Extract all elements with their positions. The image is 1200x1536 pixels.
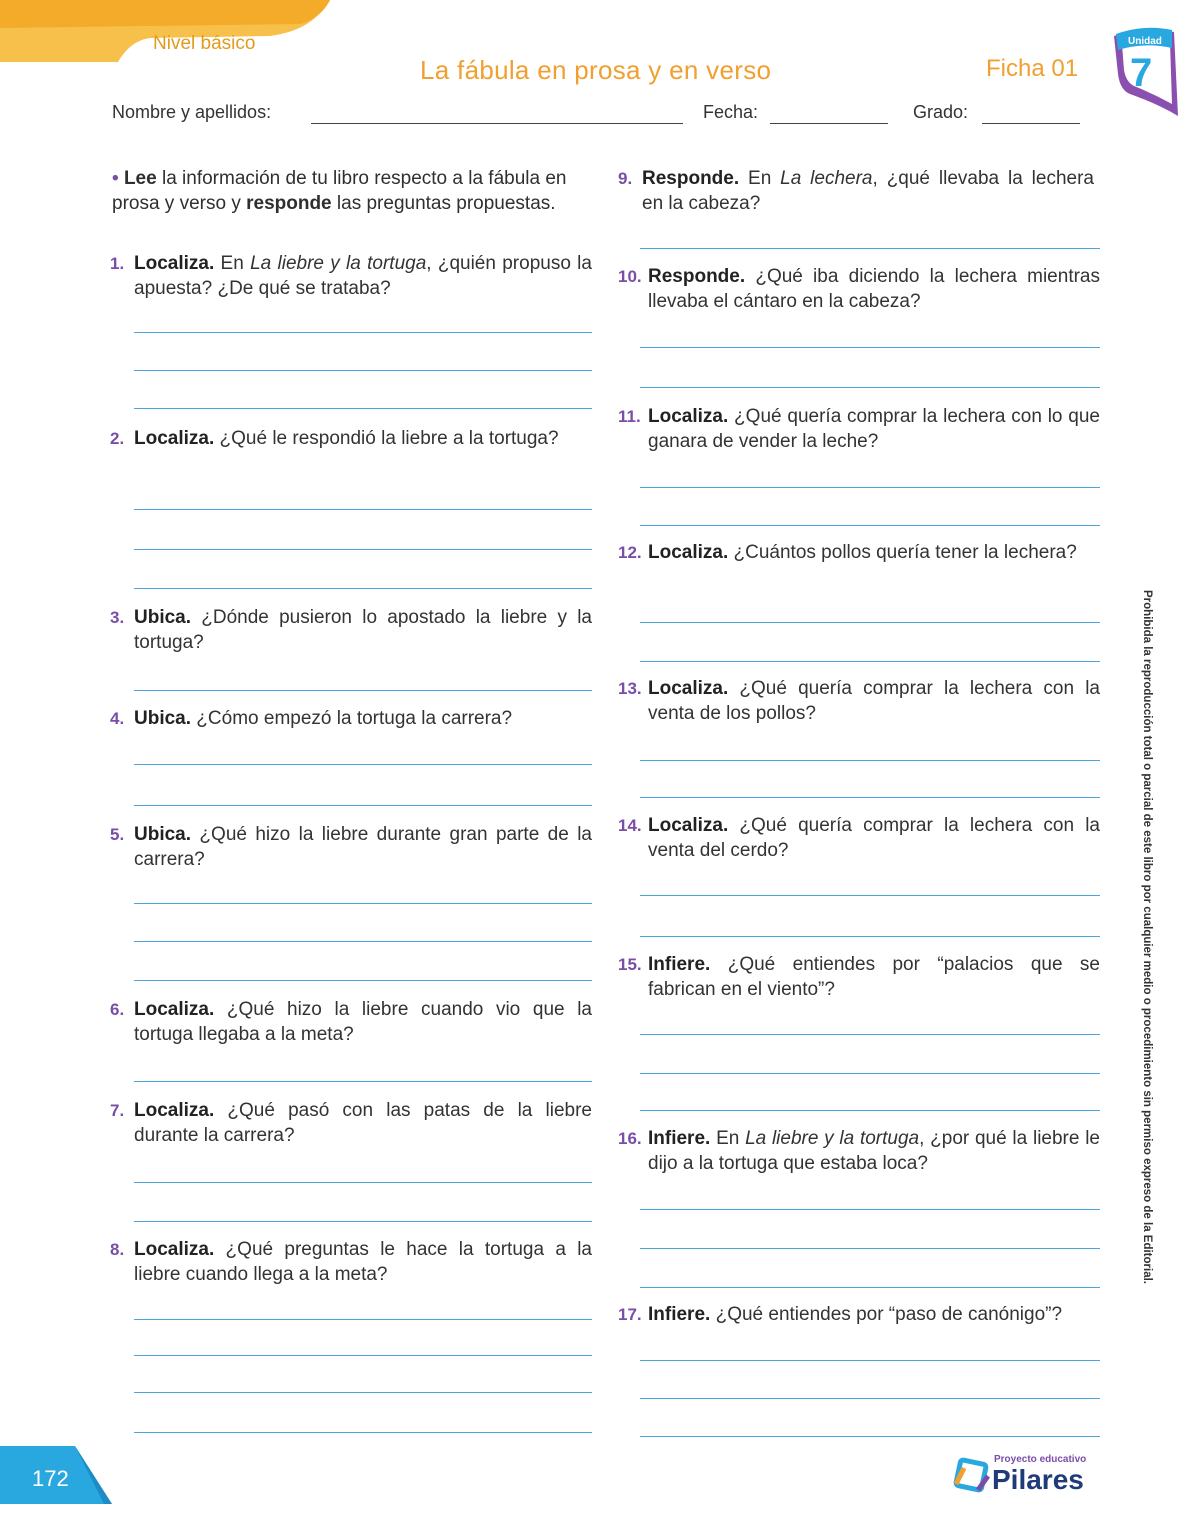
answer-line[interactable] (640, 895, 1100, 896)
grade-label: Grado: (913, 102, 969, 122)
intro-verb-respond: responde (246, 193, 332, 214)
answer-line[interactable] (640, 760, 1100, 761)
question-verb: Ubica. (134, 708, 192, 729)
question-number: 3. (110, 608, 125, 627)
intro-verb-read: Lee (123, 168, 157, 189)
answer-line[interactable] (640, 1073, 1100, 1074)
question-8 (110, 1237, 592, 1287)
answer-line[interactable] (134, 509, 592, 510)
question-verb: Infiere. (648, 954, 711, 975)
answer-line[interactable] (134, 370, 592, 371)
answer-line[interactable] (134, 903, 592, 904)
answer-line[interactable] (134, 1081, 592, 1082)
unit-badge (1108, 24, 1180, 124)
question-text-end: , ¿por qué la liebre le dijo a la tortuga que estaba loca? (648, 1128, 1100, 1174)
answer-line[interactable] (640, 936, 1100, 937)
answer-line[interactable] (640, 1360, 1100, 1361)
question-text: ¿Qué hizo la liebre cuando vio que la tortuga llegaba a la meta? (134, 999, 592, 1045)
answer-line[interactable] (134, 588, 592, 589)
date-field[interactable] (770, 123, 888, 124)
question-11 (618, 404, 1100, 454)
question-number: 5. (110, 825, 125, 844)
answer-line[interactable] (640, 347, 1100, 348)
question-10 (618, 264, 1100, 314)
bullet-icon: • (112, 168, 119, 189)
page-title: La fábula en prosa y en verso (420, 55, 772, 85)
ficha-label: Ficha 01 (986, 55, 1079, 82)
question-verb: Infiere. (648, 1128, 711, 1149)
question-7 (110, 1098, 592, 1148)
question-number: 15. (618, 955, 642, 974)
answer-line[interactable] (640, 797, 1100, 798)
question-9 (618, 166, 1094, 216)
answer-line[interactable] (640, 387, 1100, 388)
answer-line[interactable] (640, 248, 1100, 249)
question-text: ¿Qué preguntas le hace la tortuga a la liebre cuando llega a la meta? (134, 1239, 592, 1285)
question-number: 9. (618, 169, 633, 188)
answer-line[interactable] (134, 332, 592, 333)
question-number: 13. (618, 679, 642, 698)
question-verb: Responde. (642, 168, 740, 189)
question-3 (110, 605, 592, 655)
intro-text-2: las preguntas propuestas. (331, 193, 556, 214)
question-verb: Responde. (648, 266, 746, 287)
answer-line[interactable] (640, 1034, 1100, 1035)
question-text: En (214, 253, 251, 274)
name-label: Nombre y apellidos: (112, 102, 272, 122)
pilares-logo (950, 1450, 1090, 1500)
question-number: 10. (618, 267, 642, 286)
question-text: ¿Qué pasó con las patas de la liebre durante la carrera? (134, 1100, 592, 1146)
question-12 (618, 540, 1100, 565)
question-number: 11. (618, 407, 641, 426)
question-title-italic: La liebre y la tortuga (250, 253, 427, 274)
answer-line[interactable] (640, 1436, 1100, 1437)
copyright-notice: Prohibida la reproducción total o parcial de este libro por cualquier medio o procedimiento sin permiso expreso de la Editorial. (1141, 590, 1153, 1284)
question-text: ¿Qué entiendes por “palacios que se fabrican en el viento”? (648, 954, 1100, 1000)
question-verb: Localiza. (648, 678, 729, 699)
question-number: 4. (110, 709, 125, 728)
question-text: ¿Qué entiendes por “paso de canónigo”? (710, 1304, 1063, 1325)
answer-line[interactable] (640, 622, 1100, 623)
question-14 (618, 813, 1100, 863)
question-number: 1. (110, 254, 125, 273)
question-verb: Infiere. (648, 1304, 711, 1325)
question-4 (110, 706, 592, 731)
question-verb: Localiza. (134, 999, 215, 1020)
level-label: Nivel básico (153, 33, 256, 54)
question-number: 6. (110, 1000, 125, 1019)
question-number: 7. (110, 1101, 125, 1120)
question-text: En (739, 168, 781, 189)
answer-line[interactable] (134, 1355, 592, 1356)
question-verb: Localiza. (648, 406, 729, 427)
logo-tagline: Proyecto educativo (994, 1454, 1087, 1465)
question-verb: Localiza. (648, 542, 729, 563)
question-text: ¿Qué quería comprar la lechera con la venta del cerdo? (648, 815, 1100, 861)
answer-line[interactable] (640, 487, 1100, 488)
question-verb: Ubica. (134, 824, 192, 845)
answer-line[interactable] (640, 525, 1100, 526)
question-2 (110, 426, 592, 451)
question-number: 8. (110, 1240, 125, 1259)
question-title-italic: La lechera (780, 168, 873, 189)
answer-line[interactable] (134, 1432, 592, 1433)
question-text: ¿Qué iba diciendo la lechera mientras llevaba el cántaro en la cabeza? (648, 266, 1100, 312)
intro-text-1: la información de tu libro respecto a la fábula en prosa y verso y (112, 168, 567, 214)
grade-field[interactable] (982, 123, 1080, 124)
answer-line[interactable] (134, 1319, 592, 1320)
answer-line[interactable] (134, 549, 592, 550)
question-15 (618, 952, 1100, 1002)
question-verb: Localiza. (134, 253, 215, 274)
date-label: Fecha: (703, 102, 759, 122)
question-title-italic: La liebre y la tortuga (745, 1128, 920, 1149)
pilares-logo-icon (950, 1454, 994, 1498)
answer-line[interactable] (134, 690, 592, 691)
answer-line[interactable] (640, 661, 1100, 662)
answer-line[interactable] (134, 1221, 592, 1222)
question-number: 12. (618, 543, 642, 562)
question-13 (618, 676, 1100, 726)
answer-line[interactable] (134, 980, 592, 981)
question-text: ¿Qué quería comprar la lechera con la venta de los pollos? (648, 678, 1100, 724)
question-number: 16. (618, 1129, 642, 1148)
question-text-end: , ¿qué llevaba la lechera en la cabeza? (642, 168, 1094, 214)
answer-line[interactable] (134, 1182, 592, 1183)
answer-line[interactable] (134, 941, 592, 942)
name-field[interactable] (311, 123, 683, 124)
question-text: ¿Qué le respondió la liebre a la tortuga? (214, 428, 559, 449)
answer-line[interactable] (640, 1398, 1100, 1399)
answer-line[interactable] (640, 1248, 1100, 1249)
answer-line[interactable] (134, 764, 592, 765)
answer-line[interactable] (640, 1110, 1100, 1111)
question-text: ¿Cómo empezó la tortuga la carrera? (191, 708, 513, 729)
question-verb: Ubica. (134, 607, 192, 628)
question-6 (110, 997, 592, 1047)
instructions (112, 166, 592, 216)
answer-line[interactable] (134, 805, 592, 806)
question-text: ¿Cuántos pollos quería tener la lechera? (728, 542, 1077, 563)
question-text: ¿Qué hizo la liebre durante gran parte de la carrera? (134, 824, 592, 870)
question-verb: Localiza. (134, 1239, 215, 1260)
question-17 (618, 1302, 1100, 1327)
question-16 (618, 1126, 1100, 1176)
page-number: 172 (32, 1466, 69, 1491)
question-1 (110, 251, 592, 301)
unit-number: 7 (1130, 51, 1153, 95)
question-verb: Localiza. (648, 815, 729, 836)
question-text: ¿Dónde pusieron lo apostado la liebre y la tortuga? (134, 607, 592, 653)
question-text-end: , ¿quién propuso la apuesta? ¿De qué se trataba? (134, 253, 592, 299)
question-verb: Localiza. (134, 1100, 215, 1121)
answer-line[interactable] (134, 1392, 592, 1393)
question-number: 17. (618, 1305, 642, 1324)
question-number: 14. (618, 816, 642, 835)
answer-line[interactable] (640, 1209, 1100, 1210)
question-verb: Localiza. (134, 428, 215, 449)
question-5 (110, 822, 592, 872)
answer-line[interactable] (134, 408, 592, 409)
unit-label: Unidad (1128, 36, 1162, 47)
question-text: ¿Qué quería comprar la lechera con lo que ganara de vender la leche? (648, 406, 1100, 452)
answer-line[interactable] (640, 1287, 1100, 1288)
question-number: 2. (110, 429, 125, 448)
question-text: En (710, 1128, 746, 1149)
logo-name: Pilares (992, 1464, 1084, 1495)
